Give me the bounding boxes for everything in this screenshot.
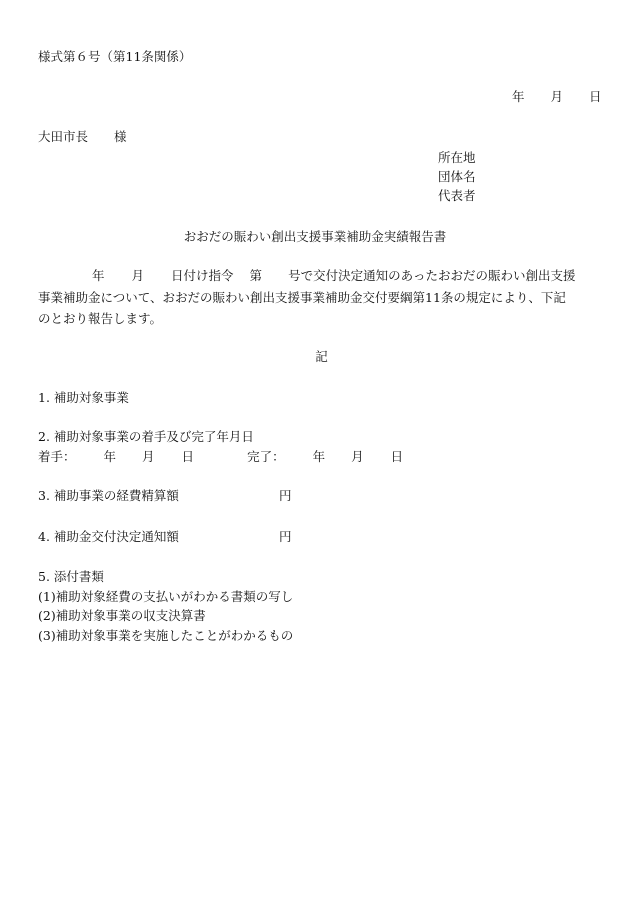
document-title: おおだの賑わい創出支援事業補助金実績報告書 — [183, 229, 447, 244]
end-day: 日 — [390, 449, 404, 464]
item-5: 5. 添付書類 — [38, 569, 104, 584]
addressee — [38, 131, 127, 144]
start-label: 着手： — [38, 449, 76, 464]
body-date-suffix: 日付け指令 — [171, 268, 234, 283]
start-day: 日 — [181, 449, 195, 464]
start-month: 月 — [142, 449, 155, 464]
attachment-1: (1)補助対象経費の支払いがわかる書類の写し — [38, 589, 294, 604]
ki-heading: 記 — [315, 349, 328, 364]
body-line-1 — [38, 270, 575, 283]
addressee-honorific: 様 — [114, 129, 127, 144]
date-line — [512, 91, 602, 104]
start-year: 年 — [103, 449, 117, 464]
date-month: 月 — [550, 89, 564, 104]
date-day: 日 — [589, 89, 602, 104]
item-3: 3. 補助事業の経費精算額 — [38, 488, 179, 503]
item-2: 2. 補助対象事業の着手及び完了年月日 — [38, 429, 254, 444]
item-4-unit: 円 — [279, 529, 292, 544]
body-number-prefix: 第 — [249, 268, 263, 283]
body-line-2: 事業補助金について、おおだの賑わい創出支援事業補助金交付要綱第11条の規定により、下記 — [38, 290, 566, 305]
body-month: 月 — [131, 268, 145, 283]
body-year: 年 — [92, 268, 105, 283]
end-label: 完了： — [247, 449, 285, 464]
item-3-unit: 円 — [279, 488, 292, 503]
body-number-suffix: 号で交付決定通知のあったおおだの賑わい創出支援 — [288, 268, 576, 283]
body-line-3: のとおり報告します。 — [38, 311, 163, 326]
applicant-address-label: 所在地 — [438, 150, 476, 165]
end-month: 月 — [351, 449, 364, 464]
applicant-representative-label: 代表者 — [438, 188, 476, 203]
end-year: 年 — [312, 449, 326, 464]
form-number: 様式第６号（第11条関係） — [38, 49, 192, 64]
item-1: 1. 補助対象事業 — [38, 390, 129, 405]
applicant-organization-label: 団体名 — [438, 169, 476, 184]
item-4: 4. 補助金交付決定通知額 — [38, 529, 179, 544]
item-2-dates — [38, 451, 403, 464]
addressee-name: 大田市長 — [38, 129, 89, 144]
attachment-2: (2)補助対象事業の収支決算書 — [38, 608, 206, 623]
date-year: 年 — [512, 89, 525, 104]
attachment-3: (3)補助対象事業を実施したことがわかるもの — [38, 628, 294, 643]
